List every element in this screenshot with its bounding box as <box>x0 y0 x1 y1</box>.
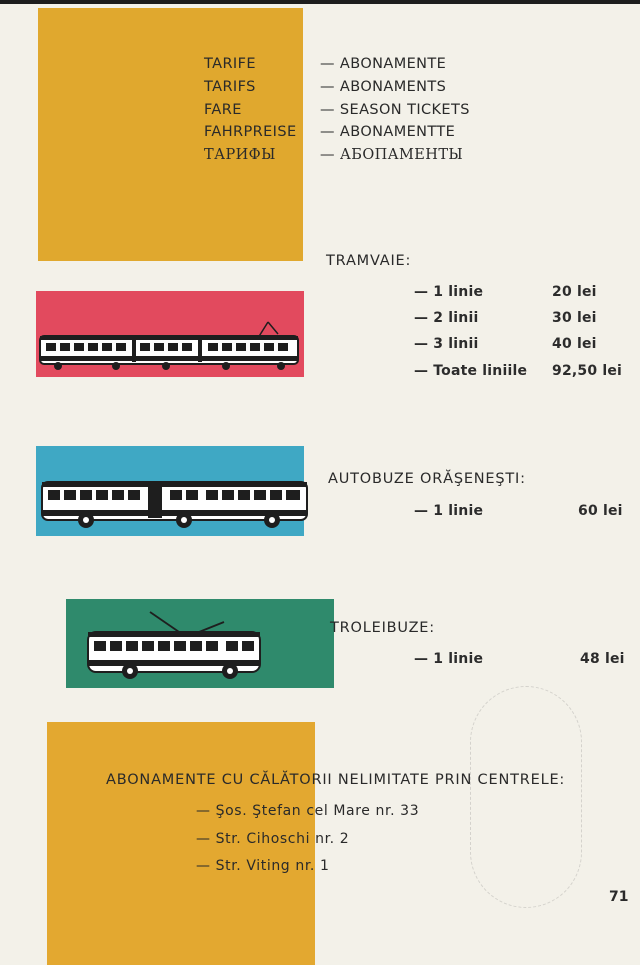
tariff-label: FARE <box>204 102 242 118</box>
tariff-translation: — ABONAMENTE <box>320 56 447 72</box>
tariff-line-2 <box>204 76 446 98</box>
tram-line-label: — 3 linii <box>414 336 479 352</box>
tariff-label: TARIFS <box>204 79 256 95</box>
trolleybus-line-label: — 1 linie <box>414 651 484 667</box>
page-top-edge <box>0 0 640 4</box>
page-number: 71 <box>609 889 629 905</box>
trolleybus-price-value: 48 lei <box>580 651 625 667</box>
tariff-translation: — ABONAMENTTE <box>320 124 456 140</box>
bus-line-label: — 1 linie <box>414 503 484 519</box>
tram-price-value: 92,50 lei <box>552 363 623 379</box>
tariff-line-1 <box>204 53 446 75</box>
tariff-line-3 <box>204 99 470 121</box>
tariff-translation: — SEASON TICKETS <box>320 102 470 118</box>
tariff-line-4 <box>204 121 455 143</box>
tram-line-label: — Toate liniile <box>414 363 528 379</box>
tariff-label: FAHRPREISE <box>204 124 297 140</box>
tariff-translation: — ABONAMENTS <box>320 79 447 95</box>
centre-address-1: — Şos. Ştefan cel Mare nr. 33 <box>196 803 420 819</box>
trolleybus-section-title: TROLEIBUZE: <box>330 620 435 636</box>
bus-section-title: AUTOBUZE ORĂŞENEŞTI: <box>328 471 526 487</box>
tariff-line-5 <box>204 144 463 166</box>
faded-stamp-mark <box>470 686 582 908</box>
tram-line-label: — 1 linie <box>414 284 484 300</box>
centres-heading: ABONAMENTE CU CĂLĂTORII NELIMITATE PRIN CENTRELE: <box>106 772 566 788</box>
bus-price-value: 60 lei <box>578 503 623 519</box>
tariff-translation: — АБОПАМЕНТЫ <box>320 147 464 163</box>
centre-address-3: — Str. Viting nr. 1 <box>196 858 330 874</box>
tram-price-value: 40 lei <box>552 336 597 352</box>
tram-line-label: — 2 linii <box>414 310 479 326</box>
tariff-label: ТАРИФЫ <box>204 147 276 163</box>
centre-address-2: — Str. Cihoschi nr. 2 <box>196 831 350 847</box>
tariff-label: TARIFE <box>204 56 256 72</box>
tram-price-value: 30 lei <box>552 310 597 326</box>
tram-icon <box>36 316 304 376</box>
trolleybus-icon <box>84 608 284 683</box>
tram-section-title: TRAMVAIE: <box>326 253 412 269</box>
bus-icon <box>36 474 311 532</box>
tram-price-value: 20 lei <box>552 284 597 300</box>
